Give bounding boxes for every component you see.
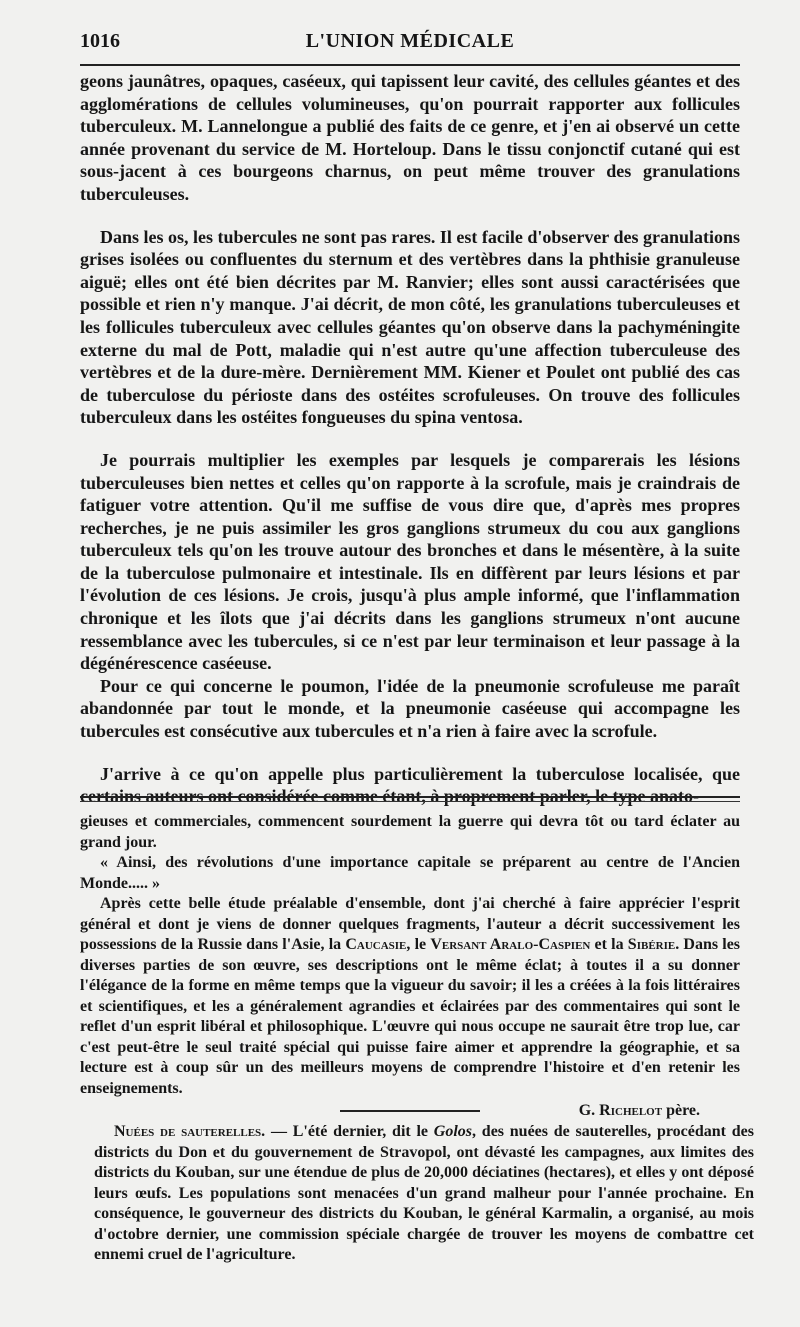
paragraph: J'arrive à ce qu'on appelle plus particulièrement la tuberculose localisée, que certains auteurs ont considérée comme étant, à proprement parler, le type anato-: [80, 763, 740, 807]
feuilleton-paragraph: Après cette belle étude préalable d'ensemble, dont j'ai cherché à faire apprécier l'esprit général et dont je viens de donner quelques fragments, l'auteur a décrit successivement les possessions de la Russie dans l'Asie, la Caucasie, le Versant Aralo-Caspien et la Sibérie. Dans les diverses parties de son œuvre, ses descriptions ont le même éclat; à toutes il a su donner l'élégance de la forme en même temps que la vigueur du savoir; il les a créées à la fois littéraires et scientifiques, et les a généralement agrandies et éclairées par des commentaires qui sont le reflet d'un esprit libéral et philosophique. L'œuvre qui nous occupe ne saurait être trop lue, car c'est peut-être le seul traité spécial qui puisse faire aimer et apprendre la géographie, et sa lecture est à coup sûr un des meilleurs moyens de comprendre l'histoire et d'en retenir les enseignements.: [80, 895, 741, 1097]
main-article-text: [80, 70, 740, 808]
short-divider: [340, 1110, 480, 1112]
news-source: Golos: [433, 1123, 473, 1140]
page-header: [80, 26, 740, 56]
news-item: [94, 1122, 754, 1266]
region-siberie: Sibérie: [627, 936, 676, 953]
news-paragraph: Nuées de sauterelles. — L'été dernier, dit le Golos, des nuées de sauterelles, procédant des districts du Don et du gouvernement de Stravopol, ont dévasté les campagnes, aux limites des districts du Kouban, sur une étendue de plus de 20,000 déciatines (hectares), et elles y ont déposé leurs œufs. Les populations sont menacées d'un grand malheur pour l'année prochaine. En conséquence, le gouverneur des districts du Kouban, le général Karmalin, a organisé, au mois d'octobre dernier, une commission spéciale chargée de trouver les moyens de combattre cet ennemi cruel de l'agriculture.: [94, 1123, 754, 1263]
running-title: L'UNION MÉDICALE: [305, 30, 515, 52]
paragraph: Je pourrais multiplier les exemples par lesquels je comparerais les lésions tuberculeuses bien nettes et celles qu'on rapporte à la scrofule, mais je craindrais de fatiguer votre attention. Qu'il me suffise de vous dire que, d'après mes propres recherches, je ne puis assimiler les gros ganglions strumeux du cou aux ganglions tuberculeux tels qu'on les trouve autour des bronches et dans le mésentère, à la suite de la tuberculose pulmonaire et intestinale. Ils en diffèrent par leurs lésions et par l'évolution de ces lésions. Je crois, jusqu'à plus ample informé, que l'inflammation chronique et les îlots que j'ai décrits dans les ganglions strumeux n'ont aucune ressemblance avec les tubercules, si ce n'est par leur terminaison et leur passage à la dégénérescence caséeuse.: [80, 449, 740, 674]
region-versant: Versant Aralo-Caspien: [430, 936, 591, 953]
paragraph: Dans les os, les tubercules ne sont pas rares. Il est facile d'observer des granulations grises isolées ou confluentes du sternum et des vertèbres dans la phthisie granuleuse aiguë; elles ont été bien décrites par M. Ranvier; elles sont aussi caractérisées que possible et rien n'y manque. J'ai décrit, de mon côté, les granulations tuberculeuses et les follicules tuberculeux avec cellules géantes qu'on observe dans la pachyméningite externe du mal de Pott, maladie qui n'est autre qu'une affection tuberculeuse des vertèbres et de la dure-mère. Dernièrement MM. Kiener et Poulet ont publié des cas de tuberculose du périoste dans des ostéites scrofuleuses. On trouve des follicules tuberculeux dans les ostéites fongueuses du spina ventosa.: [80, 226, 741, 428]
header-rule: [80, 64, 740, 66]
paragraph: Pour ce qui concerne le poumon, l'idée de la pneumonie scrofuleuse me paraît abandonnée par tout le monde, et la pneumonie caséeuse qui accompagne les tubercules est consécutive aux tubercules et n'a rien à faire avec la scrofule.: [80, 675, 740, 742]
feuilleton-paragraph: gieuses et commerciales, commencent sourdement la guerre qui devra tôt ou tard éclater au grand jour.: [80, 813, 740, 851]
page-number: 1016: [80, 30, 120, 52]
region-caucasie: Caucasie: [345, 936, 407, 953]
feuilleton-quote: « Ainsi, des révolutions d'une importance capitale se préparent au centre de l'Ancien Monde..... »: [80, 854, 740, 892]
feuilleton-text: [80, 812, 740, 1122]
paragraph: geons jaunâtres, opaques, caséeux, qui tapissent leur cavité, des cellules géantes et des agglomérations de cellules volumineuses, qu'on pourrait rapporter aux follicules tuberculeux. M. Lannelongue a publié des faits de ce genre, et j'en ai observé un cette année provenant du service de M. Horteloup. Dans le tissu conjonctif cutané qui est sous-jacent à ces bourgeons charnus, on peut même trouver des granulations tuberculeuses.: [80, 71, 740, 204]
section-divider: [80, 796, 740, 802]
author-signature: G. Richelot père.: [578, 1102, 700, 1119]
news-title: Nuées de sauterelles.: [114, 1123, 266, 1140]
